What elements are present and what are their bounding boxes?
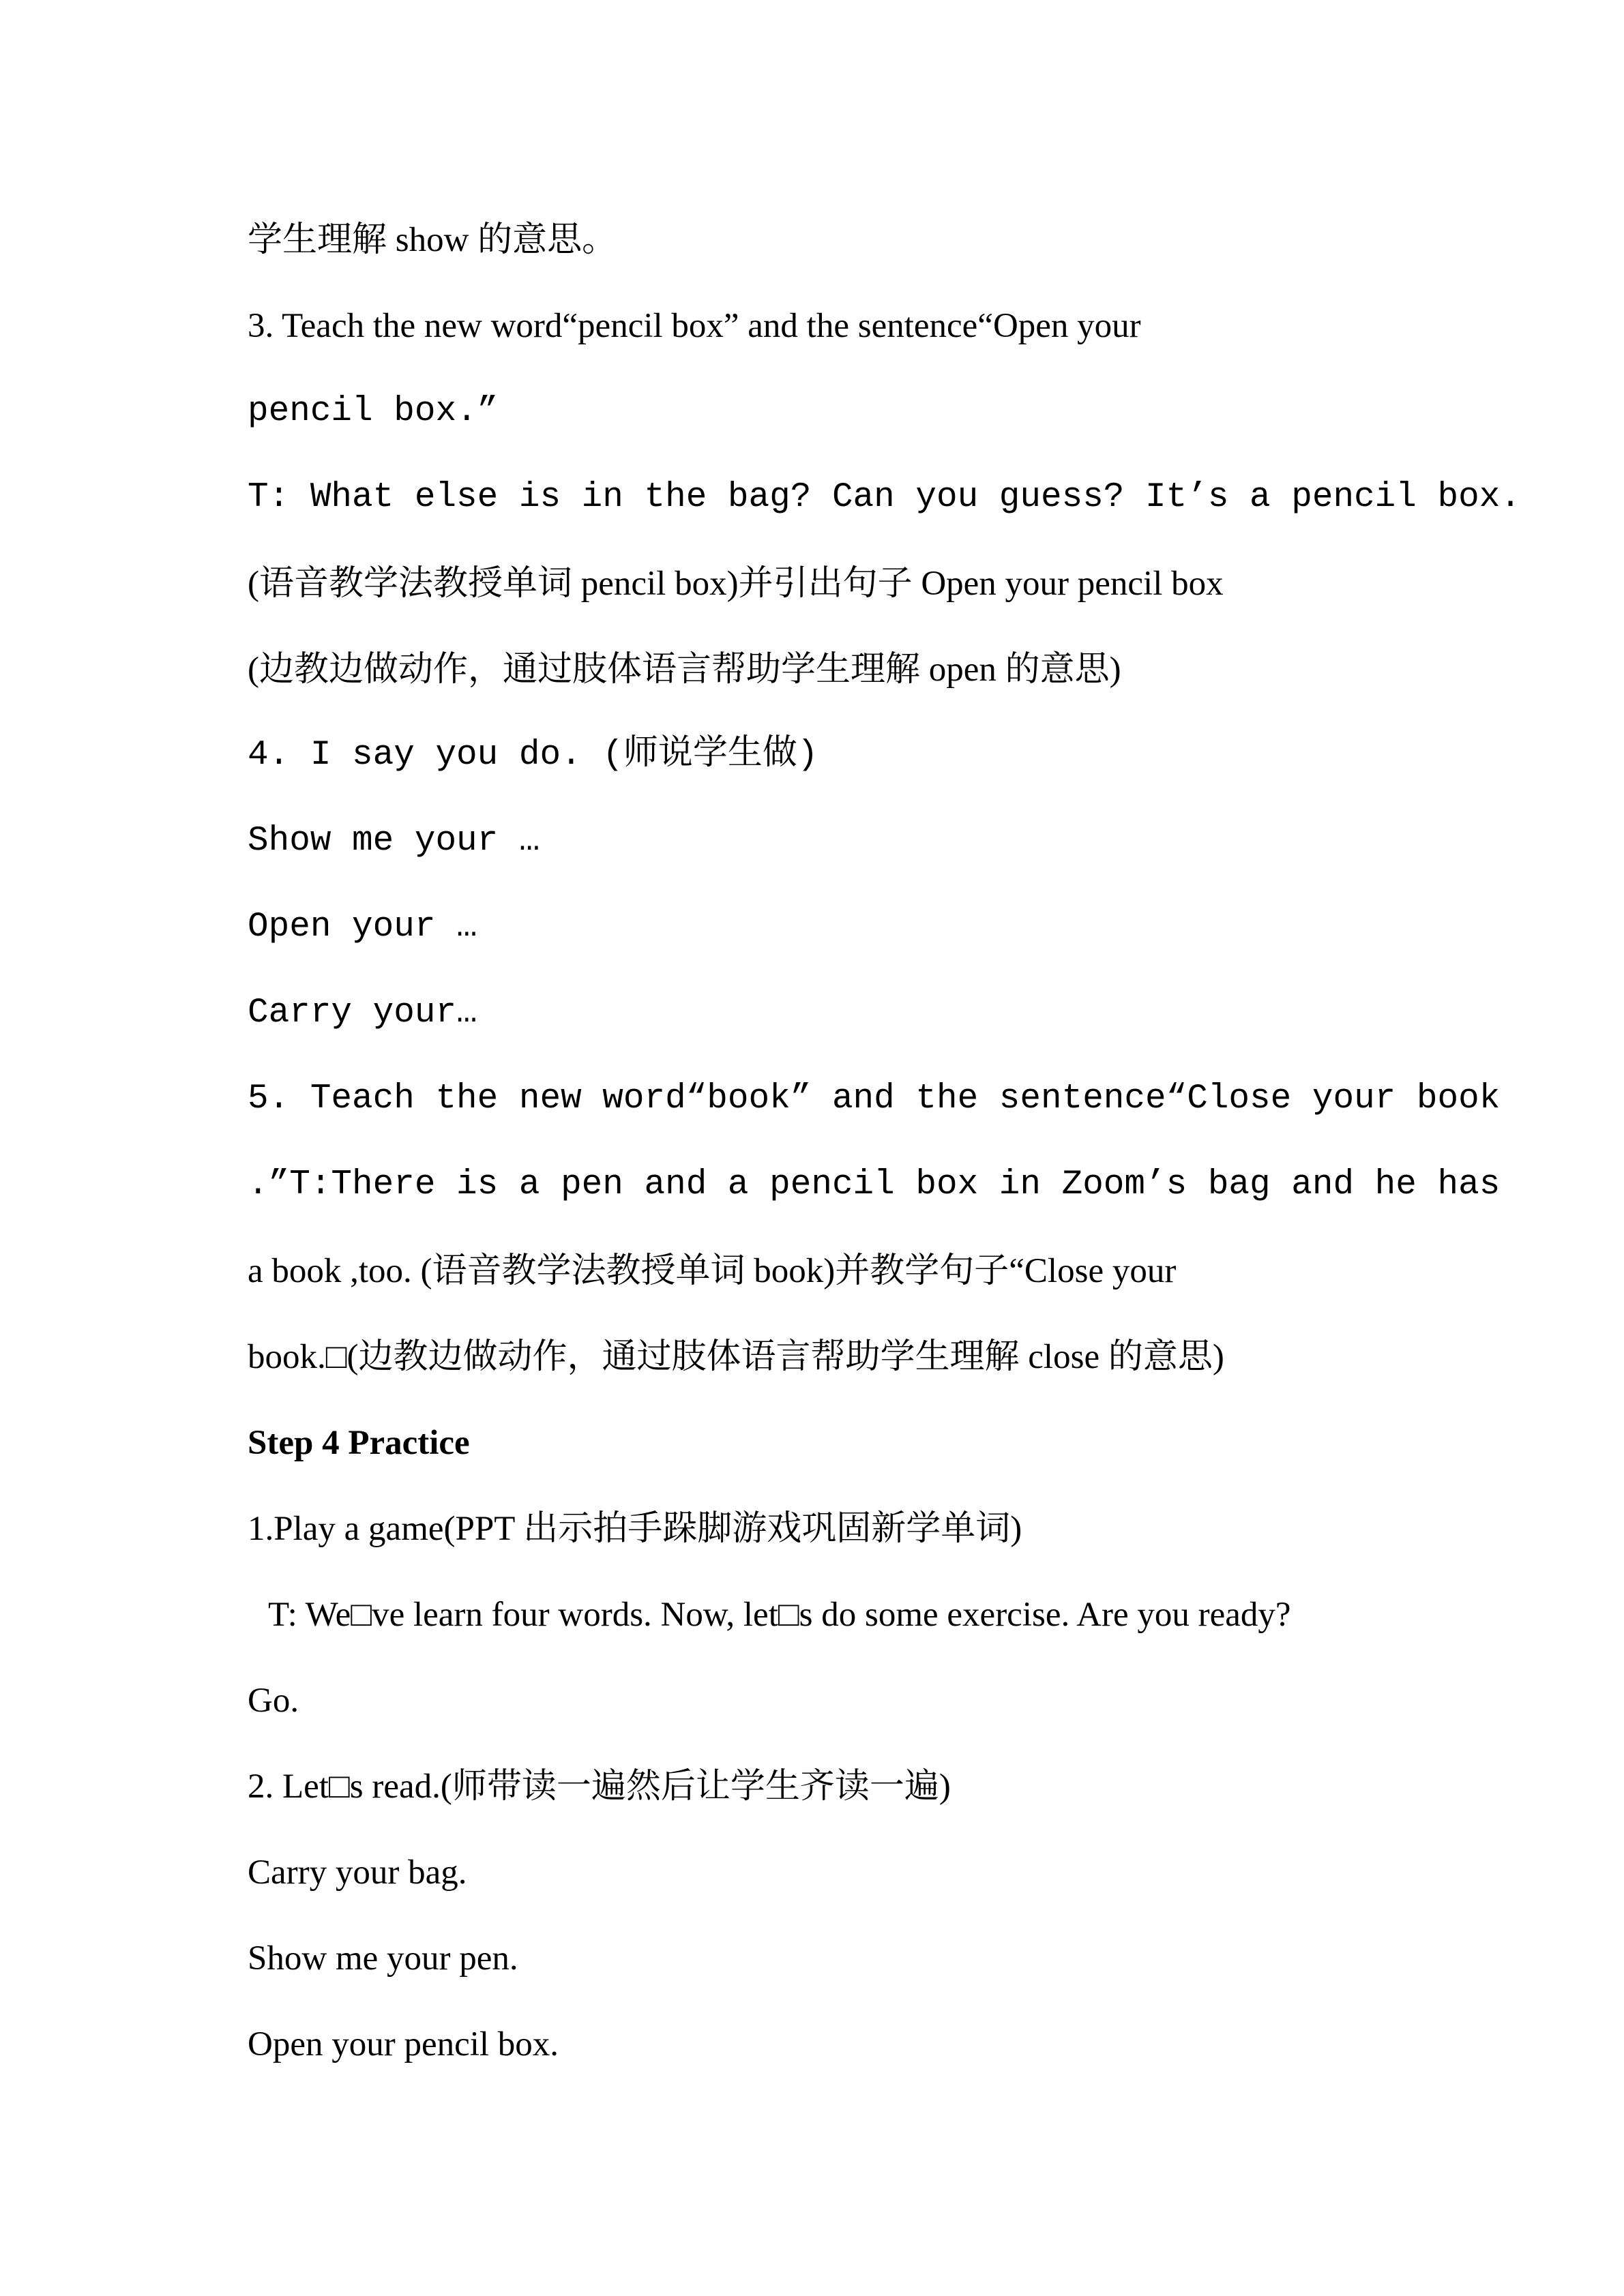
text-line-20: Carry your bag. (248, 1853, 467, 1892)
text-line-17: T: We□ve learn four words. Now, let□s do some exercise. Are you ready? (268, 1596, 1291, 1634)
text-line-12: .”T:There is a pen and a pencil box in Zoom’s bag and he has (248, 1165, 1501, 1204)
text-line-7: 4. I say you do. (师说学生做) (248, 736, 818, 775)
text-line-6: (边教边做动作，通过肢体语言帮助学生理解 open 的意思) (248, 651, 1121, 689)
text-line-18: Go. (248, 1682, 299, 1720)
text-line-5: (语音教学法教授单词 pencil box)并引出句子 Open your pencil box (248, 565, 1224, 603)
text-line-21: Show me your pen. (248, 1939, 518, 1978)
text-line-16: 1.Play a game(PPT 出示拍手跺脚游戏巩固新学单词) (248, 1510, 1022, 1548)
text-line-2: 3. Teach the new word“pencil box” and the sentence“Open your (248, 307, 1141, 345)
text-line-3: pencil box.” (248, 392, 499, 431)
text-line-11: 5. Teach the new word“book” and the sentence“Close your book (248, 1079, 1501, 1118)
text-line-10: Carry your… (248, 994, 477, 1032)
text-line-1: 学生理解 show 的意思。 (248, 221, 617, 259)
section-heading-practice: Step 4 Practice (248, 1424, 470, 1462)
text-line-14: book.□(边教边做动作，通过肢体语言帮助学生理解 close 的意思) (248, 1338, 1224, 1376)
text-line-9: Open your … (248, 908, 477, 946)
text-line-13: a book ,too. (语音教学法教授单词 book)并教学句子“Close your (248, 1252, 1177, 1290)
text-line-4: T: What else is in the bag? Can you guess? It’s a pencil box. (248, 478, 1521, 517)
text-line-22: Open your pencil box. (248, 2025, 559, 2063)
text-line-8: Show me your … (248, 822, 540, 861)
text-line-19: 2. Let□s read.(师带读一遍然后让学生齐读一遍) (248, 1768, 951, 1806)
